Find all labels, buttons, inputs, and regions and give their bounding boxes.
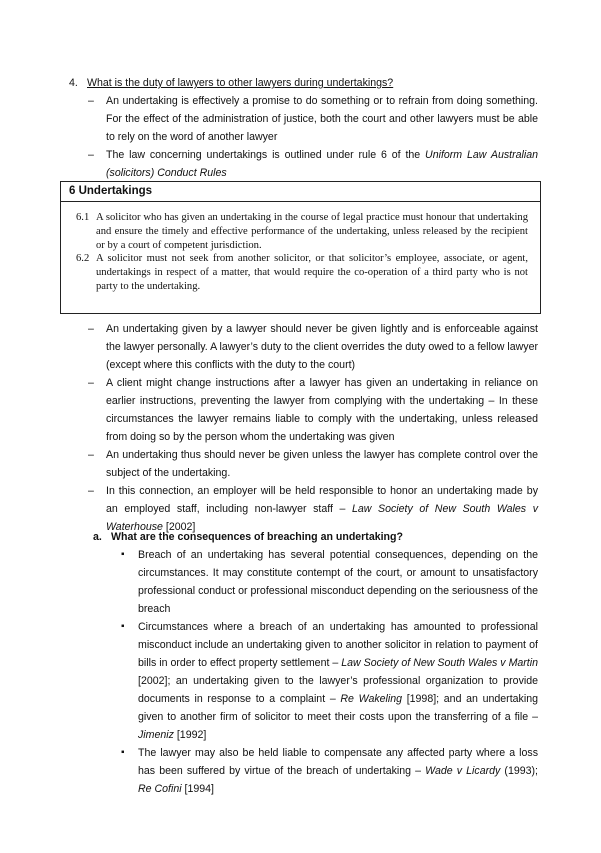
rule-item	[76, 211, 528, 252]
rule-list	[76, 211, 528, 294]
rules-citation: Uniform Law Australian (solicitors) Conduct Rules	[106, 149, 538, 179]
question-4	[69, 74, 539, 92]
list-item: – The law concerning undertakings is outlined under rule 6 of the Uniform Law Australian (solicitors) Conduct Rules	[88, 146, 538, 182]
case-citation: Wade v Licardy	[425, 765, 501, 777]
list-item: – A client might change instructions after a lawyer has given an undertaking in reliance on earlier instructions, preventing the lawyer from complying with the undertaking – In these circumstances the lawyer remains liable to comply with the undertaking, unless released from doing so by the person whom the undertaking was given	[88, 374, 538, 446]
question-4-heading	[69, 74, 539, 92]
list-item: – An undertaking given by a lawyer should never be given lightly and is enforceable against the lawyer personally. A lawyer’s duty to the client overrides the duty owed to a fellow lawyer (except where this conflicts with the duty to the court)	[88, 320, 538, 374]
list-item: – In this connection, an employer will be held responsible to honor an undertaking made by an employed staff, including non-lawyer staff – Law Society of New South Wales v Waterhouse [2002]	[88, 482, 538, 536]
list-item: – An undertaking is effectively a promise to do something or to refrain from doing something. For the effect of the administration of justice, both the court and other lawyers must be able to rely on the word of another lawyer	[88, 92, 538, 146]
question-4-points	[88, 92, 538, 182]
rule-number: 6.1	[76, 212, 90, 223]
question-title: What is the duty of lawyers to other lawyers during undertakings?	[87, 77, 394, 89]
subquestion-title: What are the consequences of breaching an undertaking?	[111, 531, 403, 543]
after-box-points	[88, 320, 538, 536]
case-citation: Law Society of New South Wales v Martin	[341, 657, 538, 669]
consequences-list	[118, 546, 538, 798]
case-citation: Law Society of New South Wales v Waterhouse	[106, 503, 538, 533]
case-citation: Re Wakeling	[340, 693, 403, 705]
subquestion-a	[93, 528, 539, 546]
list-item: ▪ The lawyer may also be held liable to compensate any affected party where a loss has been suffered by virtue of the breach of undertaking – Wade v Licardy (1993); Re Cofini [1994]	[118, 744, 538, 798]
box-heading: 6 Undertakings	[69, 185, 153, 197]
case-citation: Re Cofini	[138, 783, 182, 795]
rule-number: 6.2	[76, 253, 90, 265]
case-citation: Jimeniz	[138, 729, 174, 741]
list-item: – An undertaking thus should never be given unless the lawyer has complete control over the subject of the undertaking.	[88, 446, 538, 482]
box-divider	[61, 201, 540, 202]
rule-text: A solicitor must not seek from another solicitor, or that solicitor’s employee, associate, or agent, undertakings in respect of a matter, that would require the co-operation of a third party who is not party to the undertaking.	[96, 253, 528, 292]
rule-item	[76, 252, 528, 293]
question-number: 4.	[69, 77, 78, 89]
subquestion-label: a.	[93, 531, 102, 543]
list-item: ▪ Circumstances where a breach of an undertaking has amounted to professional misconduct include an undertaking given to another solicitor in relation to payment of bills in order to effect property settlement – Law Society of New South Wales v Martin [2002]; an undertaking given to the lawyer’s professional organization to provide documents in response to a complaint – Re Wakeling [1998]; and an undertaking given to another firm of solicitor to meet their costs upon the transferring of a file – Jimeniz [1992]	[118, 618, 538, 744]
list-item: ▪ Breach of an undertaking has several potential consequences, depending on the circumstances. It may constitute contempt of the court, or amount to unsatisfactory professional conduct or professional misconduct depending on the seriousness of the breach	[118, 546, 538, 618]
rule-6-box	[60, 181, 541, 314]
rule-text: A solicitor who has given an undertaking in the course of legal practice must honour that undertaking and ensure the timely and effective performance of the undertaking, unless released by the recipient or by a court of competent jurisdiction.	[96, 212, 528, 251]
